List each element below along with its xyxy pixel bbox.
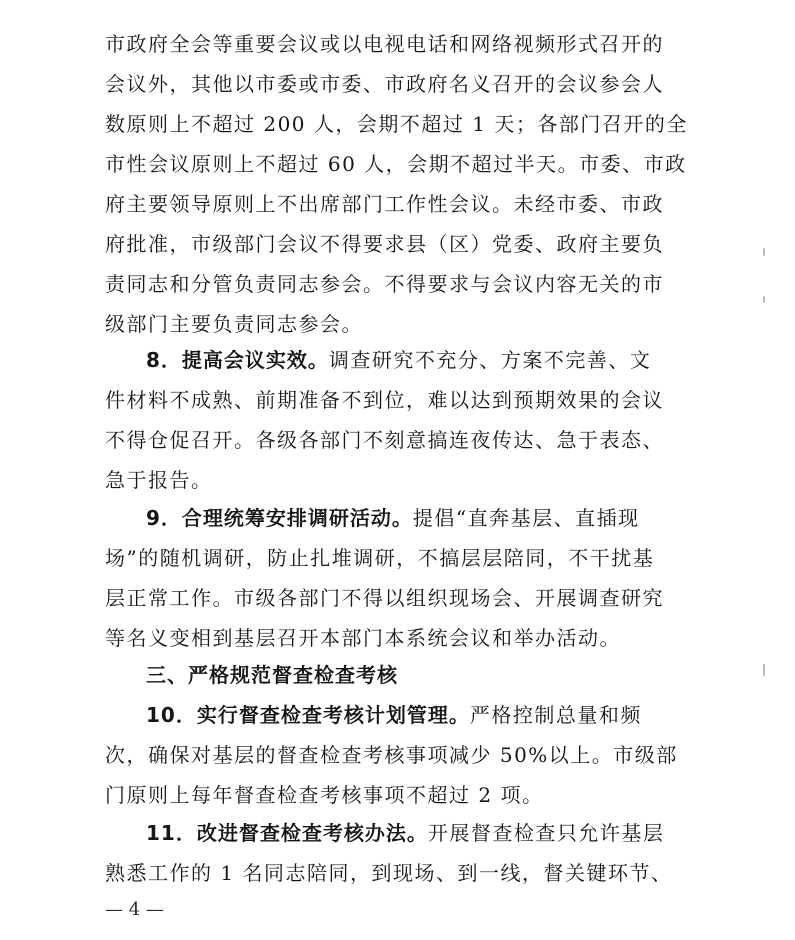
item-11-line: [146, 820, 706, 846]
item-8-heading: 8．提高会议实效。: [146, 348, 329, 372]
item-8-line: [146, 347, 706, 373]
body-text-line: 府批准，市级部门会议不得要求县（区）党委、政府主要负: [105, 232, 664, 256]
item-11-text: 开展督查检查只允许基层: [427, 821, 665, 845]
body-text-line: 熟悉工作的 1 名同志陪同，到现场、到一线，督关键环节、: [105, 861, 673, 885]
section-heading: 三、严格规范督查检查考核: [146, 663, 398, 687]
body-text-line: 等名义变相到基层召开本部门本系统会议和举办活动。: [105, 626, 621, 650]
scan-mark: [763, 664, 765, 676]
body-text-line: 级部门主要负责同志参会。: [105, 312, 363, 336]
body-text-line: 市性会议原则上不超过 60 人，会期不超过半天。市委、市政: [105, 152, 687, 176]
body-text-line: 件材料不成熟、前期准备不到位，难以达到预期效果的会议: [105, 388, 664, 412]
item-9-text: 提倡“直奔基层、直插现: [412, 506, 640, 530]
scan-mark: [763, 248, 765, 256]
body-text-line: 场”的随机调研，防止扎堆调研，不搞层层陪同，不干扰基: [105, 546, 655, 570]
body-text-line: 责同志和分管负责同志参会。不得要求与会议内容无关的市: [105, 272, 664, 296]
body-text-line: 市政府全会等重要会议或以电视电话和网络视频形式召开的: [105, 32, 664, 56]
item-10-text: 严格控制总量和频: [469, 703, 642, 727]
item-11-heading: 11．改进督查检查考核办法。: [146, 821, 428, 845]
body-text-line: 府主要领导原则上不出席部门工作性会议。未经市委、市政: [105, 192, 664, 216]
body-text-line: 数原则上不超过 200 人，会期不超过 1 天；各部门召开的全: [105, 112, 688, 136]
body-text-line: 层正常工作。市级各部门不得以组织现场会、开展调查研究: [105, 586, 664, 610]
scan-mark: [763, 296, 765, 303]
item-9-heading: 9．合理统筹安排调研活动。: [146, 506, 413, 530]
page-number: — 4 —: [105, 899, 164, 920]
body-text-line: 次，确保对基层的督查检查考核事项减少 50%以上。市级部: [105, 743, 678, 767]
body-text-line: 门原则上每年督查检查考核事项不超过 2 项。: [105, 783, 544, 807]
item-8-text: 调查研究不充分、方案不完善、文: [328, 348, 652, 372]
item-10-line: [146, 702, 706, 728]
body-text-line: 急于报告。: [105, 468, 213, 492]
item-10-heading: 10．实行督查检查考核计划管理。: [146, 703, 470, 727]
item-9-line: [146, 505, 706, 531]
body-text-line: 会议外，其他以市委或市委、市政府名义召开的会议参会人: [105, 72, 664, 96]
body-text-line: 不得仓促召开。各级各部门不刻意搞连夜传达、急于表态、: [105, 428, 664, 452]
